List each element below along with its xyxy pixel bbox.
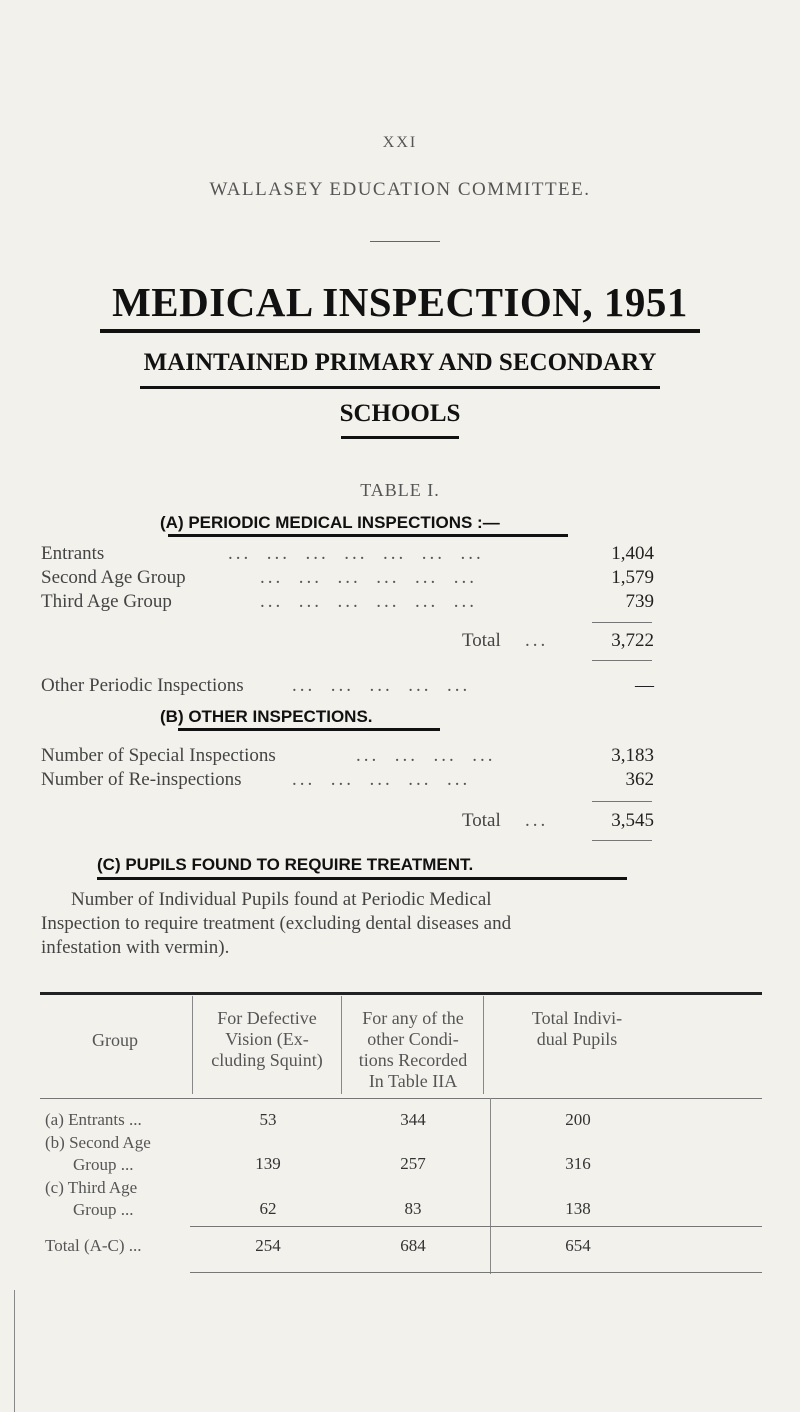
table-label: TABLE I. (360, 480, 440, 500)
header-line: Vision (Ex- (225, 1029, 309, 1049)
total-value: 3,722 (611, 630, 654, 651)
column-divider (490, 1098, 491, 1274)
column-divider (341, 996, 342, 1094)
leader-dots: ... (525, 810, 549, 831)
leader-dots: ... ... ... ... ... (292, 769, 471, 790)
page-title: MEDICAL INSPECTION, 1951 (112, 279, 688, 325)
section-a-underline (168, 534, 568, 537)
table-total-row (45, 1236, 142, 1256)
row-label: Group ... (73, 1200, 134, 1219)
column-header-vision (195, 1008, 339, 1071)
row-value: 1,579 (611, 567, 654, 588)
sum-rule (592, 840, 652, 841)
paragraph-line: infestation with vermin). (41, 937, 230, 958)
column-header-group: Group (92, 1030, 138, 1050)
sum-rule (190, 1226, 762, 1227)
column-header-total (487, 1008, 667, 1050)
leader-dots: ... ... ... ... ... (292, 675, 471, 696)
cell-vision: 62 (259, 1199, 277, 1218)
subtitle-line-1: MAINTAINED PRIMARY AND SECONDARY (143, 349, 657, 376)
list-item (41, 769, 242, 791)
row-label: (b) Second Age (45, 1133, 151, 1152)
section-c-heading: (C) PUPILS FOUND TO REQUIRE TREATMENT. (97, 855, 474, 874)
row-value: 739 (625, 591, 654, 612)
table-top-rule (40, 992, 762, 995)
paragraph-line: Inspection to require treatment (excluding dental diseases and (41, 913, 512, 934)
list-item (41, 567, 186, 589)
sum-rule (592, 660, 652, 661)
header-line: In Table IIA (368, 1071, 458, 1091)
row-value: 362 (625, 769, 654, 790)
cell-other: 344 (400, 1110, 426, 1129)
table-row (45, 1132, 151, 1176)
total-value: 3,545 (611, 810, 654, 831)
row-value: 1,404 (611, 543, 654, 564)
row-label: Third Age Group (41, 591, 172, 612)
row-label: Number of Special Inspections (41, 745, 276, 766)
header-line: For any of the (362, 1008, 464, 1028)
row-label: Second Age Group (41, 567, 186, 588)
subtitle-line-2: SCHOOLS (339, 400, 461, 427)
leader-dots: ... (525, 630, 549, 651)
cell-other: 83 (404, 1199, 422, 1218)
cell-other: 257 (400, 1154, 426, 1173)
section-b-heading: (B) OTHER INSPECTIONS. (160, 707, 373, 726)
cell-total: 138 (565, 1199, 591, 1218)
header-line: dual Pupils (536, 1029, 618, 1049)
cell-total: 200 (565, 1110, 591, 1129)
header-rule (40, 1098, 762, 1099)
section-b-underline (178, 728, 440, 731)
header-line: other Condi- (367, 1029, 459, 1049)
section-a-heading: (A) PERIODIC MEDICAL INSPECTIONS :— (160, 513, 500, 532)
list-item (41, 591, 172, 613)
list-item (41, 543, 104, 565)
paragraph-line: Number of Individual Pupils found at Periodic Medical (71, 889, 492, 910)
table-row (45, 1110, 142, 1130)
column-divider (192, 996, 193, 1094)
row-label: Number of Re-inspections (41, 769, 242, 790)
column-header-other (344, 1008, 482, 1092)
page-number: XXI (382, 134, 418, 151)
header-line: tions Recorded (358, 1050, 468, 1070)
cell-vision: 53 (259, 1110, 277, 1129)
committee-name: WALLASEY EDUCATION COMMITTEE. (209, 179, 591, 200)
header-line: For Defective (217, 1008, 317, 1028)
leader-dots: ... ... ... ... ... ... ... (228, 543, 484, 564)
divider (370, 241, 440, 242)
leader-dots: ... ... ... ... ... ... (260, 567, 477, 588)
row-value: — (635, 675, 654, 696)
row-label: Total (A-C) ... (45, 1236, 142, 1255)
table-bottom-rule (190, 1272, 762, 1273)
cell-total: 654 (565, 1236, 591, 1255)
section-c-underline (97, 877, 627, 880)
column-divider (483, 996, 484, 1094)
cell-vision: 254 (255, 1236, 281, 1255)
total-label: Total (462, 810, 501, 831)
table-row (45, 1177, 137, 1221)
row-label: (a) Entrants ... (45, 1110, 142, 1129)
margin-line (14, 1290, 15, 1412)
cell-other: 684 (400, 1236, 426, 1255)
row-value: 3,183 (611, 745, 654, 766)
row-label: Entrants (41, 543, 105, 564)
list-item (41, 675, 244, 697)
cell-total: 316 (565, 1154, 591, 1173)
row-label: Group ... (73, 1155, 134, 1174)
cell-vision: 139 (255, 1154, 281, 1173)
leader-dots: ... ... ... ... ... ... (260, 591, 477, 612)
sum-rule (592, 622, 652, 623)
sum-rule (592, 801, 652, 802)
total-label: Total (462, 630, 501, 651)
title-underline (100, 329, 700, 333)
header-line: Total Indivi- (531, 1008, 623, 1028)
row-label: (c) Third Age (45, 1178, 138, 1197)
row-label: Other Periodic Inspections (41, 675, 244, 696)
subtitle-underline-1 (140, 386, 660, 389)
header-line: cluding Squint) (211, 1050, 323, 1070)
leader-dots: ... ... ... ... (356, 745, 496, 766)
list-item (41, 745, 276, 767)
subtitle-underline-2 (341, 436, 459, 439)
